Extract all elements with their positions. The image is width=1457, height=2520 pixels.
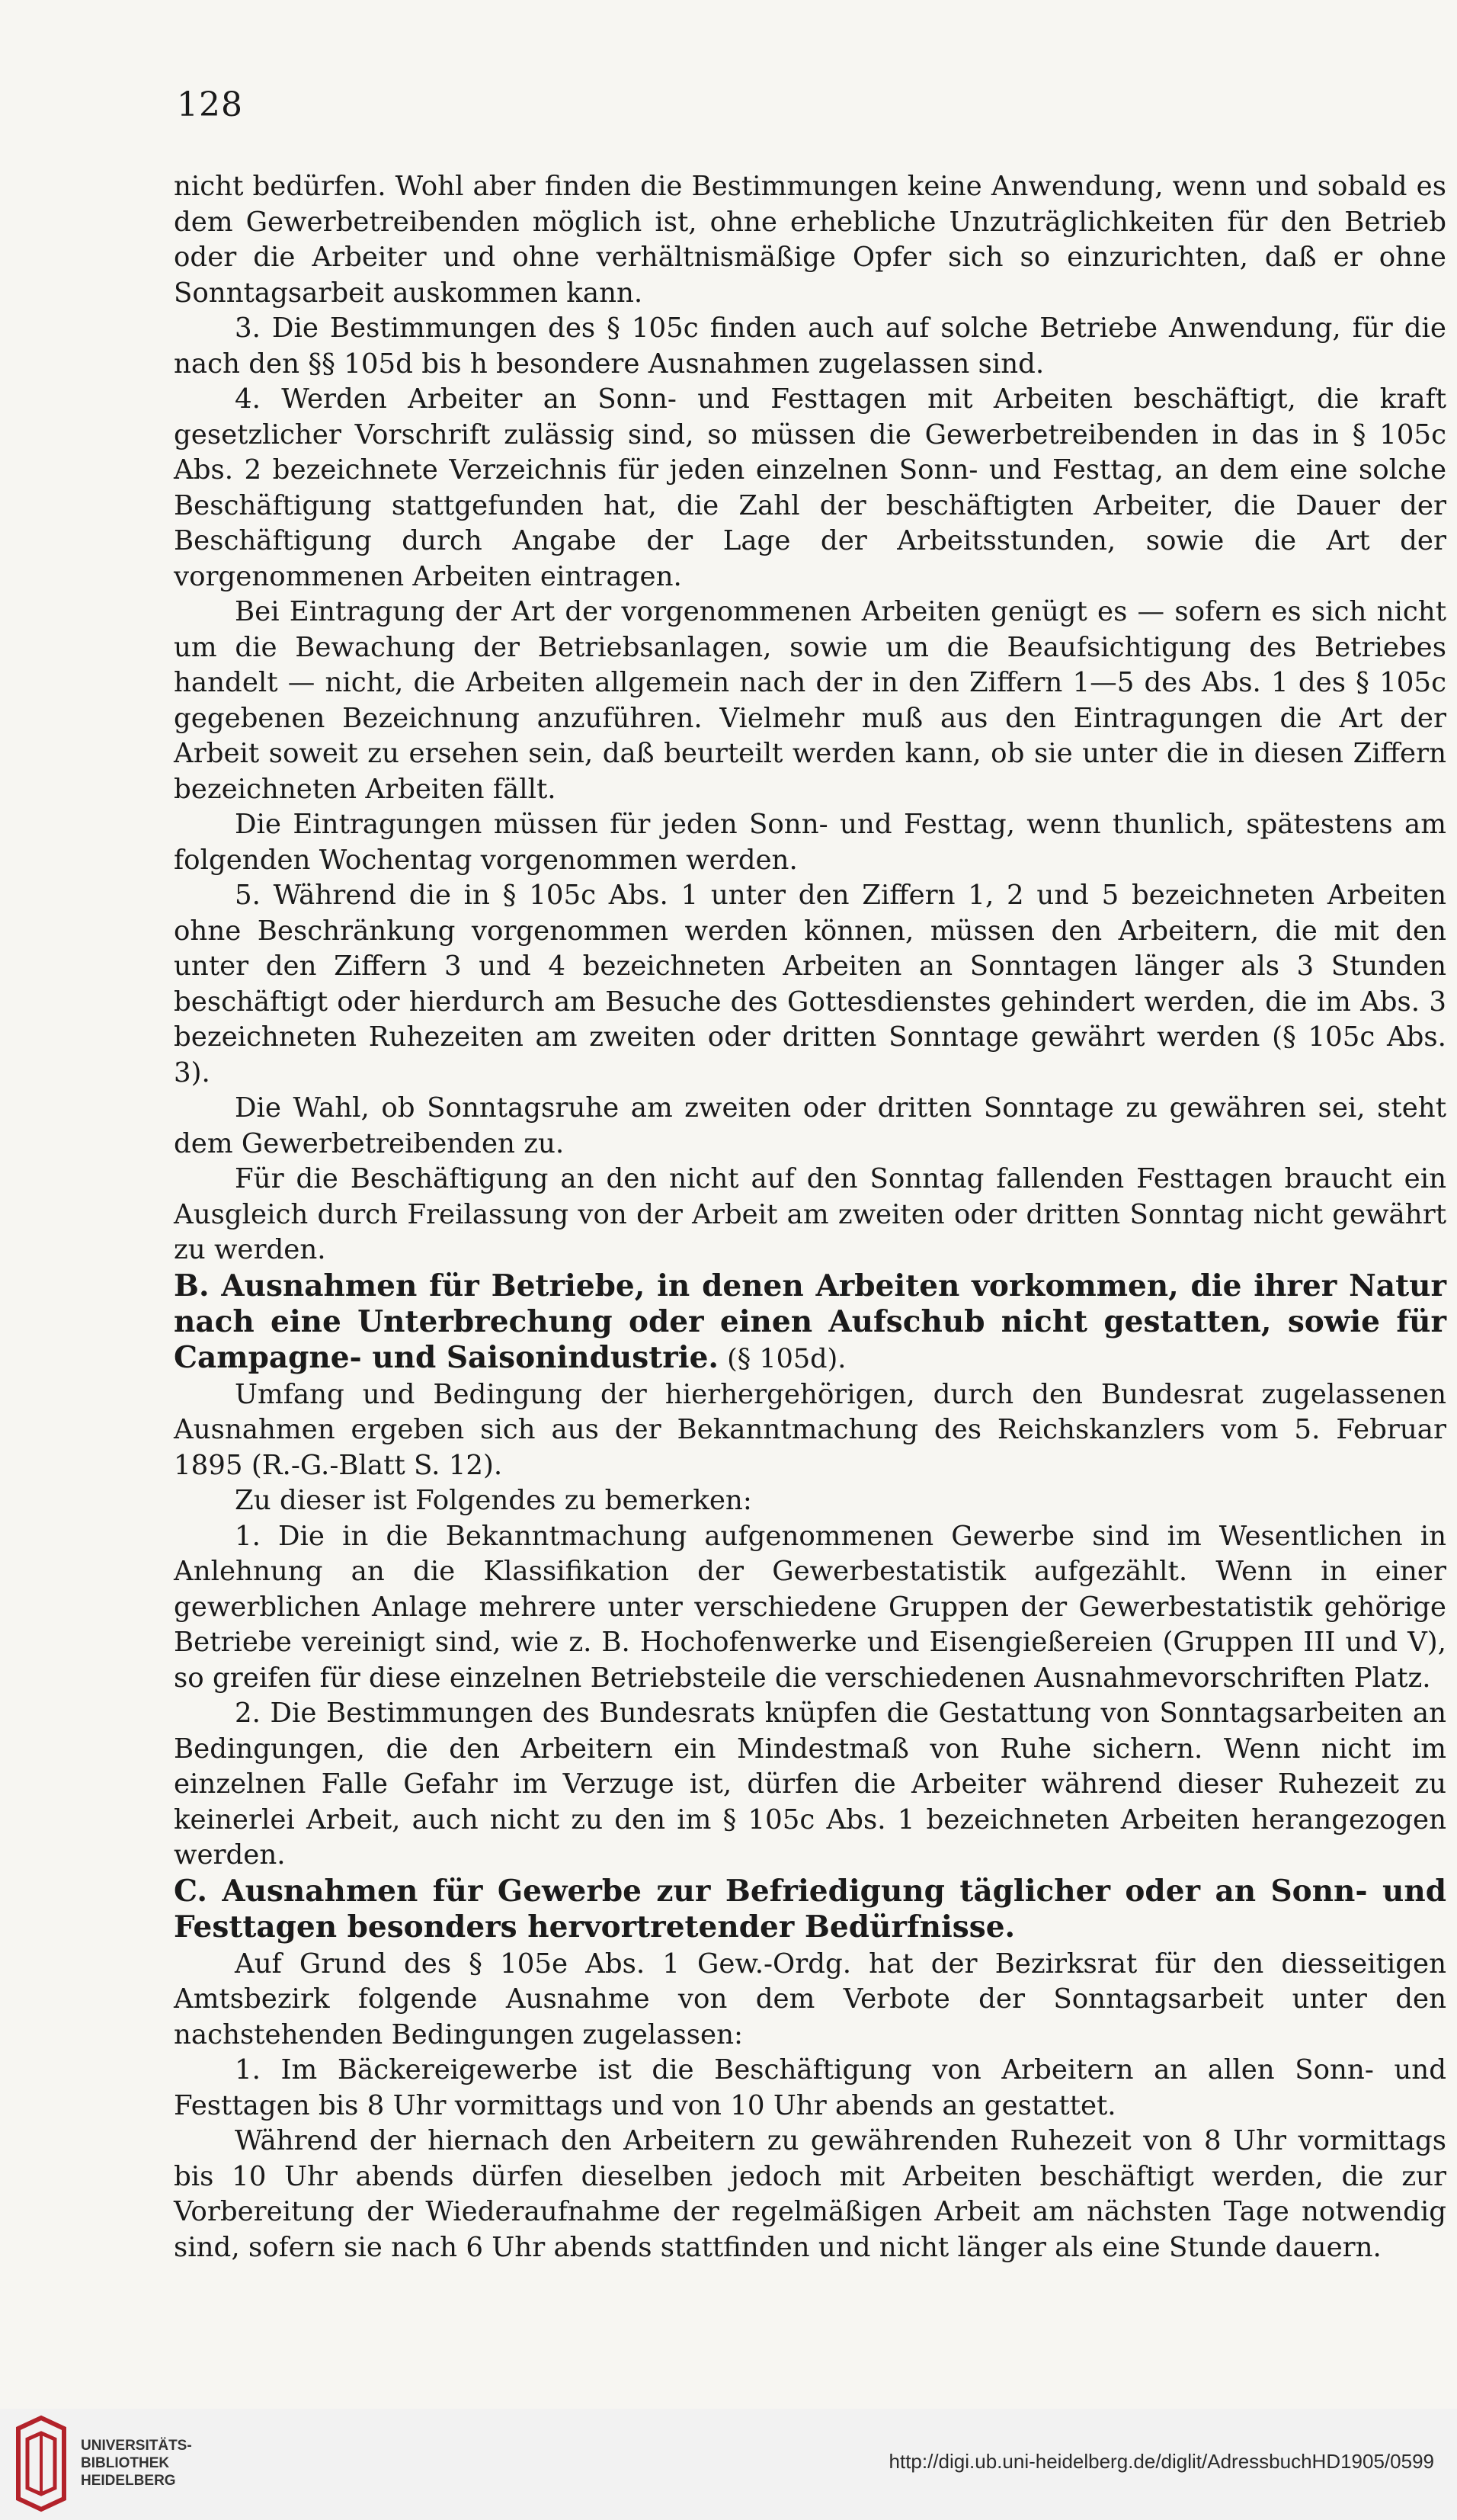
paragraph: Umfang und Bedingung der hierhergehörigen, durch den Bundesrat zugelassenen Ausnahmen ergeben sich aus der Bekanntmachung des Reichskanzlers vom 5. Februar 1895 (R.-G.-Blatt S. 12). [174, 1378, 1446, 1481]
heading-reference: (§ 105d). [718, 1343, 847, 1374]
paragraph: 4. Werden Arbeiter an Sonn- und Festtagen mit Arbeiten beschäftigt, die kraft gesetzlicher Vorschrift zulässig sind, so müssen die Gewerbetreibenden in das in § 105c Abs. 2 bezeichnete Verzeichnis für jeden einzelnen Sonn- und Festtag, an dem eine solche Beschäftigung stattgefunden hat, die Zahl der beschäftigten Arbeiter, die Dauer der Beschäftigung durch Angabe der Lage der Arbeitsstunden, sowie die Art der vorgenommenen Arbeiten eintragen. [174, 383, 1446, 592]
university-library-logo-icon[interactable] [11, 2413, 72, 2514]
paragraph: Zu dieser ist Folgendes zu bemerken: [235, 1485, 752, 1516]
paragraph: Die Eintragungen müssen für jeden Sonn- und Festtag, wenn thunlich, spätestens am folgenden Wochentag vorgenommen werden. [174, 809, 1446, 876]
paragraph: nicht bedürfen. Wohl aber finden die Bestimmungen keine Anwendung, wenn und sobald es dem Gewerbetreibenden möglich ist, ohne erhebliche Unzuträglichkeiten für den Betrieb oder die Arbeiter und ohne verhältnismäßige Opfer sich so einzurichten, daß er ohne Sonntagsarbeit auskommen kann. [174, 171, 1446, 309]
heading-text: B. Ausnahmen für Betriebe, in denen Arbeiten vorkommen, die ihrer Natur nach eine Unterbrechung oder einen Aufschub nicht gestatten, sowie für Campagne- und Saisonindustrie. [174, 1268, 1446, 1375]
paragraph: Die Wahl, ob Sonntagsruhe am zweiten oder dritten Sonntage zu gewähren sei, steht dem Gewerbetreibenden zu. [174, 1092, 1446, 1159]
paragraph: 2. Die Bestimmungen des Bundesrats knüpfen die Gestattung von Sonntagsarbeiten an Bedingungen, die den Arbeitern ein Mindestmaß von Ruhe sichern. Wenn nicht im einzelnen Falle Gefahr im Verzuge ist, dürfen die Arbeiter während dieser Ruhezeit zu keinerlei Arbeit, auch nicht zu den im § 105c Abs. 1 bezeichneten Arbeiten herangezogen werden. [174, 1698, 1446, 1871]
section-heading-c [174, 1874, 1446, 1947]
paragraph: Für die Beschäftigung an den nicht auf den Sonntag fallenden Festtagen braucht ein Ausgleich durch Freilassung von der Arbeit am zweiten oder dritten Sonntag nicht gewährt zu werden. [174, 1163, 1446, 1265]
paragraph: 1. Im Bäckereigewerbe ist die Beschäftigung von Arbeitern an allen Sonn- und Festtagen bis 8 Uhr vormittags und von 10 Uhr abends an gestattet. [174, 2054, 1446, 2121]
paragraph: Während der hiernach den Arbeitern zu gewährenden Ruhezeit von 8 Uhr vormittags bis 10 Uhr abends dürfen dieselben jedoch mit Arbeiten beschäftigt werden, die zur Vorbereitung der Wiederaufnahme der regelmäßigen Arbeit am nächsten Tage notwendig sind, sofern sie nach 6 Uhr abends stattfinden und nicht länger als eine Stunde dauern. [174, 2125, 1446, 2263]
source-url-link[interactable]: http://digi.ub.uni-heidelberg.de/diglit/AdressbuchHD1905/0599 [889, 2450, 1434, 2473]
heading-text: C. Ausnahmen für Gewerbe zur Befriedigung täglicher oder an Sonn- und Festtagen besonders hervortretender Bedürfnisse. [174, 1873, 1446, 1945]
paragraph: 3. Die Bestimmungen des § 105c finden auch auf solche Betriebe Anwendung, für die nach den §§ 105d bis h besondere Ausnahmen zugelassen sind. [174, 313, 1446, 380]
paragraph: Bei Eintragung der Art der vorgenommenen Arbeiten genügt es — sofern es sich nicht um die Bewachung der Betriebsanlagen, sowie um die Beaufsichtigung des Betriebes handelt — nicht, die Arbeiten allgemein nach der in den Ziffern 1—5 des Abs. 1 des § 105c gegebenen Bezeichnung anzuführen. Vielmehr muß aus den Eintragungen die Art der Arbeit soweit zu ersehen sein, daß beurteilt werden kann, ob sie unter die in diesen Ziffern bezeichneten Arbeiten fällt. [174, 596, 1446, 805]
section-heading-b [174, 1268, 1446, 1377]
page-text [174, 169, 1446, 2265]
library-name-line: BIBLIOTHEK [81, 2455, 170, 2471]
page-number: 128 [177, 85, 243, 124]
library-name[interactable] [81, 2437, 192, 2490]
paragraph: 1. Die in die Bekanntmachung aufgenommenen Gewerbe sind im Wesentlichen in Anlehnung an die Klassifikation der Gewerbestatistik aufgezählt. Wenn in einer gewerblichen Anlage mehrere unter verschiedene Gruppen der Gewerbestatistik gehörige Betriebe vereinigt sind, wie z. B. Hochofenwerke und Eisengießereien (Gruppen III und V), so greifen für diese einzelnen Betriebsteile die verschiedenen Ausnahmevorschriften Platz. [174, 1520, 1446, 1694]
library-name-line: UNIVERSITÄTS- [81, 2438, 192, 2454]
library-name-line: HEIDELBERG [81, 2473, 176, 2489]
paragraph: Auf Grund des § 105e Abs. 1 Gew.-Ordg. hat der Bezirksrat für den diesseitigen Amtsbezirk folgende Ausnahme von dem Verbote der Sonntagsarbeit unter den nachstehenden Bedingungen zugelassen: [174, 1948, 1446, 2050]
paragraph: 5. Während die in § 105c Abs. 1 unter den Ziffern 1, 2 und 5 bezeichneten Arbeiten ohne Beschränkung vorgenommen werden können, müssen den Arbeitern, die mit den unter den Ziffern 3 und 4 bezeichneten Arbeiten an Sonntagen länger als 3 Stunden beschäftigt oder hierdurch am Besuche des Gottesdienstes gehindert werden, die im Abs. 3 bezeichneten Ruhezeiten am zweiten oder dritten Sonntage gewährt werden (§ 105c Abs. 3). [174, 880, 1446, 1088]
